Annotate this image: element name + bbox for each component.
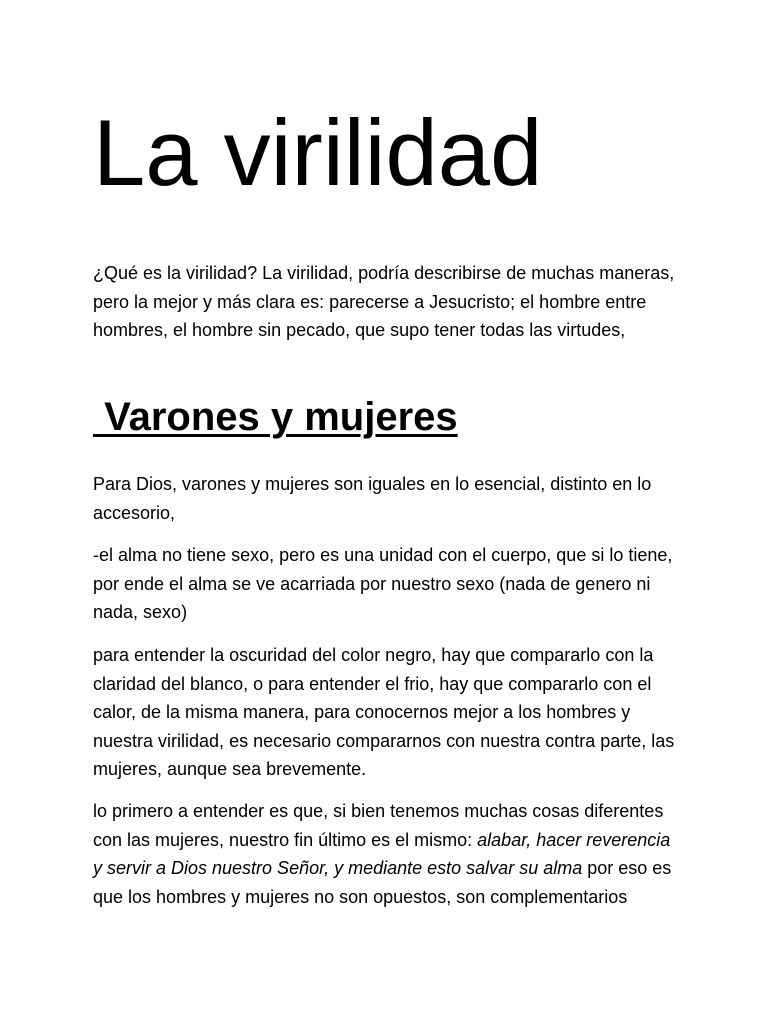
intro-paragraph: ¿Qué es la virilidad? La virilidad, podría describirse de muchas maneras, pero la mejor y más clara es: parecerse a Jesucristo; el hombre entre hombres, el hombre sin pecado, que supo tener todas las virtudes, (93, 263, 675, 340)
paragraph-4-part2: por eso es que los hombres y mujeres no son opuestos, son complementarios (93, 858, 672, 907)
section-heading: Varones y mujeres (93, 395, 458, 439)
paragraph-2: -el alma no tiene sexo, pero es una unidad con el cuerpo, que si lo tiene, por ende el alma se ve acarriada por nuestro sexo (nada de genero ni nada, sexo) (93, 545, 673, 622)
paragraph-1: Para Dios, varones y mujeres son iguales en lo esencial, distinto en lo accesorio, (93, 474, 652, 523)
document-title: La virilidad (93, 100, 543, 205)
paragraph-4-italic: alabar, hacer reverencia y servir a Dios nuestro Señor, y mediante esto salvar su alma (93, 829, 671, 878)
paragraph-4 (93, 797, 683, 911)
paragraph-3: para entender la oscuridad del color negro, hay que compararlo con la claridad del blanco, o para entender el frio, hay que compararlo con el calor, de la misma manera, para conocernos mejor a los hombres y nuestra virilidad, es necesario compararnos con nuestra contra parte, las mujeres, aunque sea brevemente. (93, 645, 675, 779)
paragraph-4-part1: lo primero a entender es que, si bien tenemos muchas cosas diferentes con las mujeres, nuestro fin último es el mismo: (93, 801, 664, 850)
